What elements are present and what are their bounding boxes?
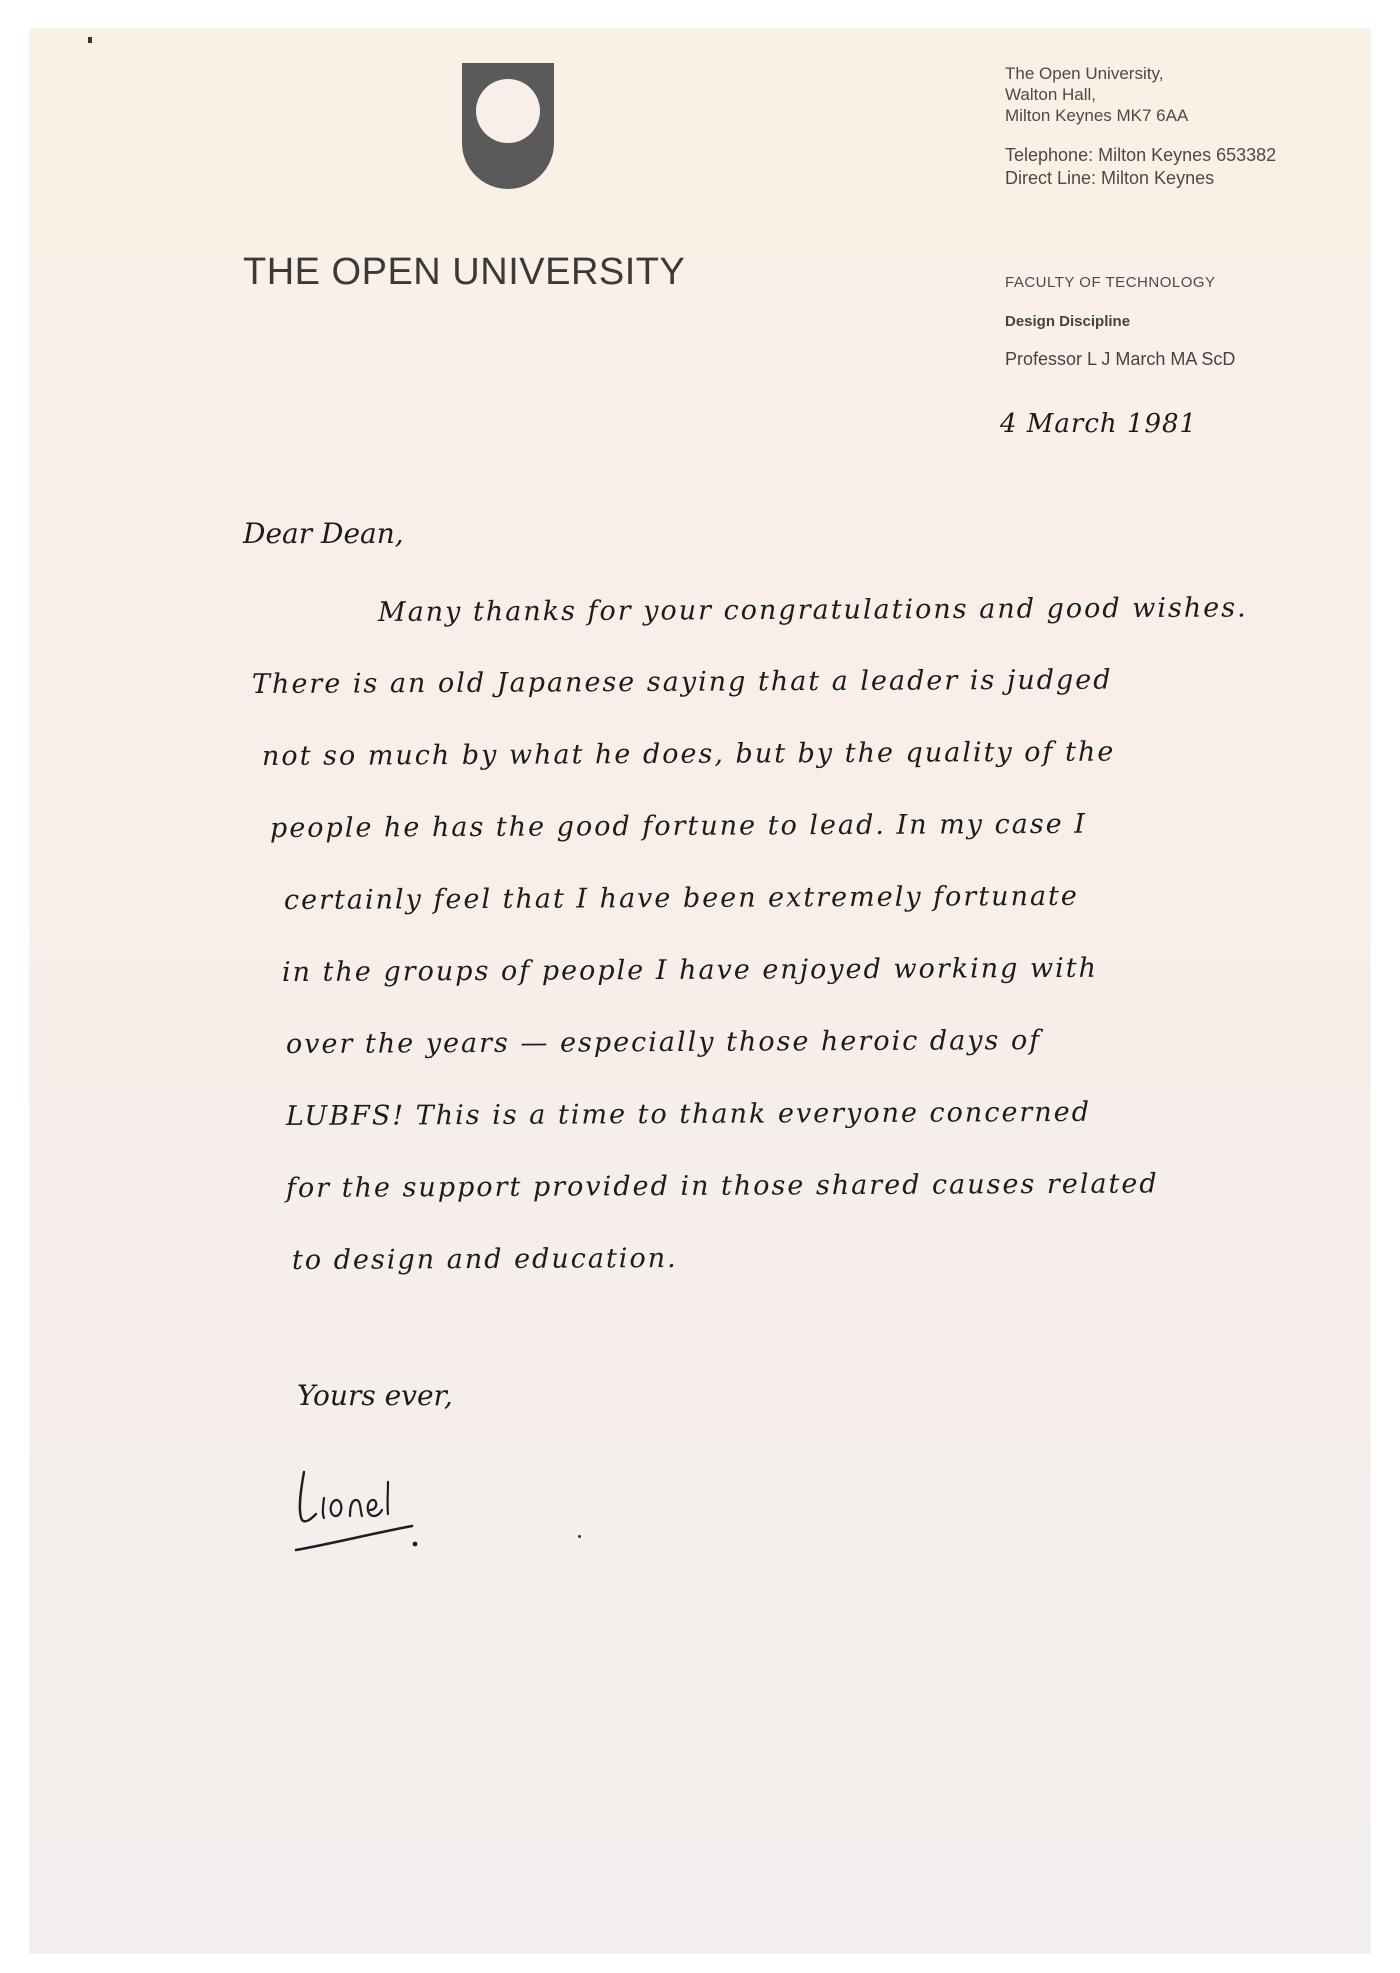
body-line: not so much by what he does, but by the quality of the	[261, 736, 1116, 772]
professor-name: Professor L J March MA ScD	[1005, 349, 1236, 369]
body-line: over the years — especially those heroic days of	[285, 1025, 1042, 1060]
body-line: for the support provided in those shared causes related	[285, 1168, 1159, 1204]
phone-block	[1005, 144, 1276, 190]
institution-wordmark: THE OPEN UNIVERSITY	[243, 251, 686, 293]
address-line: Milton Keynes MK7 6AA	[1005, 106, 1189, 125]
stray-ink-dot	[578, 1535, 581, 1538]
faculty-name: FACULTY OF TECHNOLOGY	[1005, 274, 1216, 291]
body-line: LUBFS! This is a time to thank everyone concerned	[285, 1096, 1092, 1132]
body-line: in the groups of people I have enjoyed working with	[281, 952, 1099, 988]
open-university-logo	[460, 63, 556, 191]
body-line: certainly feel that I have been extremely fortunate	[283, 880, 1079, 916]
salutation: Dear Dean,	[243, 517, 404, 550]
address-line: The Open University,	[1005, 64, 1164, 83]
address-block	[1005, 63, 1188, 126]
direct-line: Direct Line: Milton Keynes	[1005, 168, 1215, 188]
body-line: There is an old Japanese saying that a leader is judged	[251, 664, 1113, 700]
discipline-name: Design Discipline	[1005, 313, 1131, 330]
letter-page	[30, 29, 1370, 1953]
body-line: Many thanks for your congratulations and good wishes.	[377, 592, 1248, 628]
closing: Yours ever,	[297, 1379, 453, 1412]
corner-mark	[88, 37, 92, 43]
body-line: people he has the good fortune to lead. In my case I	[269, 808, 1087, 844]
letter-date: 4 March 1981	[1000, 409, 1198, 439]
telephone: Telephone: Milton Keynes 653382	[1005, 145, 1277, 165]
address-line: Walton Hall,	[1005, 85, 1097, 104]
signature	[290, 1454, 460, 1564]
body-line: to design and education.	[291, 1242, 678, 1276]
